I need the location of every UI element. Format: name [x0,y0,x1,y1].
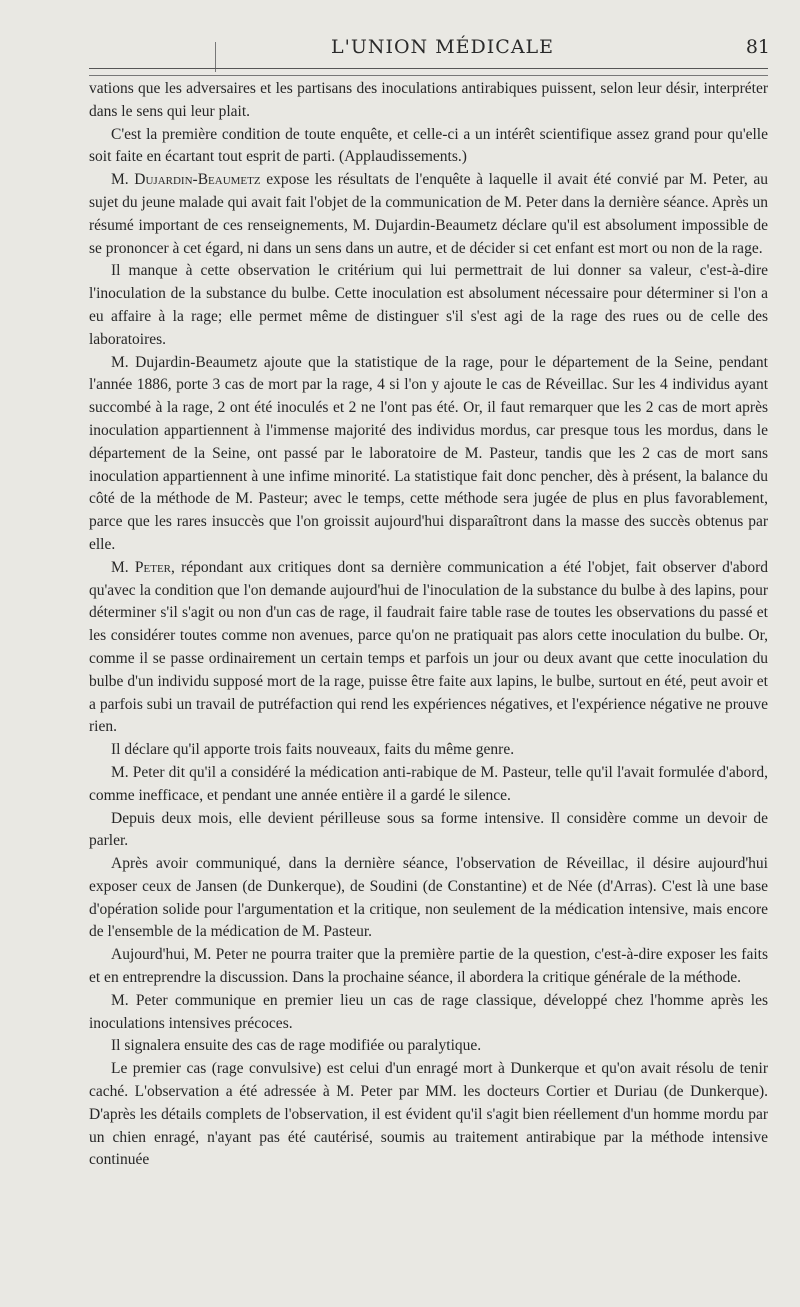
paragraph: Aujourd'hui, M. Peter ne pourra traiter que la première partie de la question, c'est-à-dire exposer les faits et en entreprendre la discussion. Dans la prochaine séance, il abordera la critique générale de la méthode. [89,946,768,987]
paragraph: M. Peter communique en premier lieu un cas de rage classique, développé chez l'homme après les inoculations intensives précoces. [89,991,768,1032]
paragraph: M. Peter, répondant aux critiques dont sa dernière communication a été l'objet, fait observer d'abord qu'avec la condition que l'on demande aujourd'hui de l'inoculation de la substance du bulbe à des lapins, pour déterminer s'il s'agit ou non d'un cas de rage, il faudrait faire table rase de toutes les observations du passé et les considérer toutes comme non avenues, parce qu'on ne pratiquait pas alors cette inoculation du bulbe. Or, comme il se passe ordinairement un certain temps et parfois un jour ou deux avant que cette inoculation du bulbe d'un individu supposé mort de la rage, puisse être faite aux lapins, le bulbe, surtout en été, peut avoir et a parfois subi un travail de putréfaction qui rend les expériences négatives, et l'expérience négative ne prouve rien. [89,558,768,736]
paragraph: Il manque à cette observation le critérium qui lui permettrait de lui donner sa valeur, c'est-à-dire l'inoculation de la substance du bulbe. Cette inoculation est absolument nécessaire pour déterminer si l'on a eu affaire à la rage; elle permet même de distinguer s'il s'est agi de la rage des rues ou de celle des laboratoires. [89,262,768,348]
paragraph: M. Peter dit qu'il a considéré la médication anti-rabique de M. Pasteur, telle qu'il l'avait formulée d'abord, comme inefficace, et pendant une année entière il a gardé le silence. [89,763,768,804]
body-text [89,78,768,1172]
speaker-name: M. Dujardin-Beaumetz [111,171,261,189]
header-rule [89,68,768,76]
paragraph: M. Dujardin-Beaumetz ajoute que la statistique de la rage, pour le département de la Seine, pendant l'année 1886, porte 3 cas de mort par la rage, 4 si l'on y ajoute le cas de Réveillac. Sur les 4 individus ayant succombé à la rage, 2 ont été inoculés et 2 ne l'ont pas été. Or, il faut remarquer que les 2 cas de mort après inoculation appartiennent à l'immense majorité des individus mordus, car presque tous les mordus, dans le département de la Seine, ont passé par le laboratoire de M. Pasteur, tandis que les 2 cas de mort sans inoculation appartiennent à une infime minorité. La statistique fait donc pencher, dès à présent, la balance du côté de la méthode de M. Pasteur; avec le temps, cette méthode sera jugée de plus en plus favorablement, parce que les rares insuccès que l'on groissit aujourd'hui disparaîtront dans la masse des succès obtenus par elle. [89,353,768,553]
page-number: 81 [745,36,770,58]
paragraph: Après avoir communiqué, dans la dernière séance, l'observation de Réveillac, il désire aujourd'hui exposer ceux de Jansen (de Dunkerque), de Soudini (de Constantine) et de Née (d'Arras). C'est là une base d'opération solide pour l'argumentation et la critique, non seulement de la médication intensive, mais encore de l'ensemble de la médication de M. Pasteur. [89,855,768,941]
journal-title: L'UNION MÉDICALE [331,36,555,58]
paragraph: Le premier cas (rage convulsive) est celui d'un enragé mort à Dunkerque et qu'on avait résolu de tenir caché. L'observation a été adressée à M. Peter par MM. les docteurs Cortier et Duriau (de Dunkerque). D'après les détails complets de l'observation, il est évident qu'il s'agit bien réellement d'un homme mordu par un chien enragé, n'ayant pas été cautérisé, soumis au traitement antirabique par la méthode intensive continuée [89,1060,768,1169]
paragraph: vations que les adversaires et les partisans des inoculations antirabiques puissent, selon leur désir, interpréter dans le sens qui leur plait. [89,80,768,120]
paragraph: C'est la première condition de toute enquête, et celle-ci a un intérêt scientifique assez grand pour qu'elle soit faite en écartant tout esprit de parti. (Applaudissements.) [89,125,768,166]
paragraph: Depuis deux mois, elle devient périlleuse sous sa forme intensive. Il considère comme un devoir de parler. [89,809,768,850]
running-header [89,30,768,60]
paragraph: M. Dujardin-Beaumetz expose les résultats de l'enquête à laquelle il avait été convié par M. Peter, au sujet du jeune malade qui avait fait l'objet de la communication de M. Peter dans la dernière séance. Après un résumé important de ces renseignements, M. Dujardin-Beaumetz déclare qu'il est absolument impossible de se prononcer à cet égard, ni dans un sens dans un autre, et de décider si cet enfant est mort ou non de la rage. [89,171,768,257]
speaker-name: M. Peter [111,558,171,576]
paragraph: Il signalera ensuite des cas de rage modifiée ou paralytique. [111,1037,482,1055]
paragraph: Il déclare qu'il apporte trois faits nouveaux, faits du même genre. [111,741,515,759]
